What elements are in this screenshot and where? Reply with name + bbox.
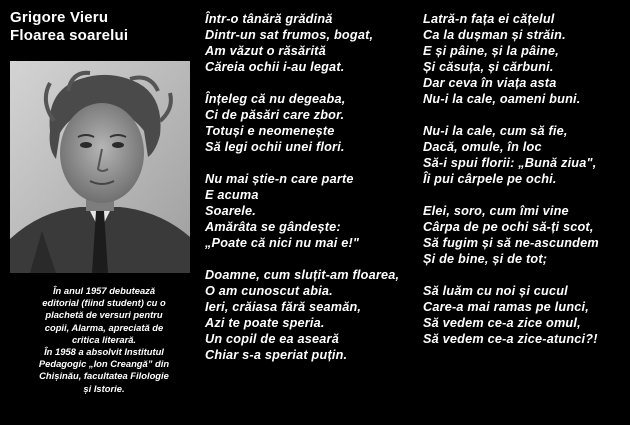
verse-line: Ieri, crăiasa fără seamăn, xyxy=(205,300,362,314)
verse-line: Totuși e neomenește xyxy=(205,124,335,138)
bio-line: critica literară. xyxy=(71,333,137,345)
bio-line: plachetă de versuri pentru xyxy=(45,309,163,321)
verse-line: Cârpa de pe ochi să-ți scot, xyxy=(423,220,594,234)
verse-line: Și căsuța, și cărbuni. xyxy=(423,60,554,74)
stanza xyxy=(205,267,399,363)
verse-line: Amărâta se gândește: xyxy=(205,220,341,234)
verse-line: Căreia ochii i-au legat. xyxy=(205,60,345,74)
verse-line: Latră-n fața ei cățelul xyxy=(423,12,555,26)
verse-line: Soarele. xyxy=(205,204,256,218)
stanza xyxy=(423,123,599,187)
author-name: Grigore Vieru xyxy=(10,9,109,26)
bio-line: și Istorie. xyxy=(83,382,125,394)
verse-line: E și pâine, și la pâine, xyxy=(423,44,559,58)
author-portrait xyxy=(10,61,190,273)
verse-line: Ci de păsări care zbor. xyxy=(205,108,345,122)
portrait-photo xyxy=(10,61,190,273)
verse-line: Dintr-un sat frumos, bogat, xyxy=(205,28,374,42)
verse-line: Ca la dușman și străin. xyxy=(423,28,566,42)
verse-line: Să fugim și să ne-ascundem xyxy=(423,236,599,250)
verse-line: Să vedem ce-a zice omul, xyxy=(423,316,581,330)
verse-line: Chiar s-a speriat puțin. xyxy=(205,348,348,362)
verse-line: „Poate că nici nu mai e!" xyxy=(205,236,360,250)
author-biography xyxy=(4,285,204,395)
verse-line: Un copil de ea aseară xyxy=(205,332,339,346)
stanza xyxy=(205,171,399,251)
stanza xyxy=(423,203,599,267)
verse-line: Dacă, omule, în loc xyxy=(423,140,542,154)
stanza xyxy=(423,11,599,107)
verse-line: Înțeleg că nu degeaba, xyxy=(205,92,346,106)
verse-line: Nu mai știe-n care parte xyxy=(205,172,354,186)
verse-line: Și de bine, și de tot; xyxy=(423,252,548,266)
bio-line: În anul 1957 debutează xyxy=(52,285,156,296)
verse-line: O am cunoscut abia. xyxy=(205,284,333,298)
verse-line: Nu-i la cale, cum să fie, xyxy=(423,124,568,138)
bio-line: editorial (fiind student) cu o xyxy=(42,297,166,309)
poem-column-right xyxy=(423,11,599,347)
bio-line: Chișinău, facultatea Filologie xyxy=(39,370,169,382)
verse-line: Îi pui cârpele pe ochi. xyxy=(423,172,557,186)
verse-line: Să luăm cu noi și cucul xyxy=(423,284,568,298)
poem-heading xyxy=(10,9,128,45)
verse-line: Elei, soro, cum îmi vine xyxy=(423,204,569,218)
stanza xyxy=(205,91,399,155)
stanza xyxy=(205,11,399,75)
verse-line: Dar ceva în viața asta xyxy=(423,76,557,90)
bio-line: În 1958 a absolvit Institutul xyxy=(44,346,164,358)
bio-line: Pedagogic „Ion Creangă” din xyxy=(38,358,170,370)
verse-line: Doamne, cum sluțit-am floarea, xyxy=(205,268,400,282)
verse-line: Într-o tânără grădină xyxy=(205,12,333,26)
poem-column-middle xyxy=(205,11,399,363)
verse-line: Să-i spui florii: „Bună ziua", xyxy=(423,156,597,170)
poem-title: Floarea soarelui xyxy=(10,27,129,44)
bio-line: copii, Alarma, apreciată de xyxy=(44,321,164,333)
stanza xyxy=(423,283,599,347)
verse-line: Să vedem ce-a zice-atunci?! xyxy=(423,332,598,346)
verse-line: E acuma xyxy=(205,188,259,202)
verse-line: Am văzut o răsărită xyxy=(205,44,326,58)
verse-line: Nu-i la cale, oameni buni. xyxy=(423,92,581,106)
verse-line: Să legi ochii unei flori. xyxy=(205,140,345,154)
verse-line: Azi te poate speria. xyxy=(205,316,325,330)
verse-line: Care-a mai ramas pe lunci, xyxy=(423,300,589,314)
